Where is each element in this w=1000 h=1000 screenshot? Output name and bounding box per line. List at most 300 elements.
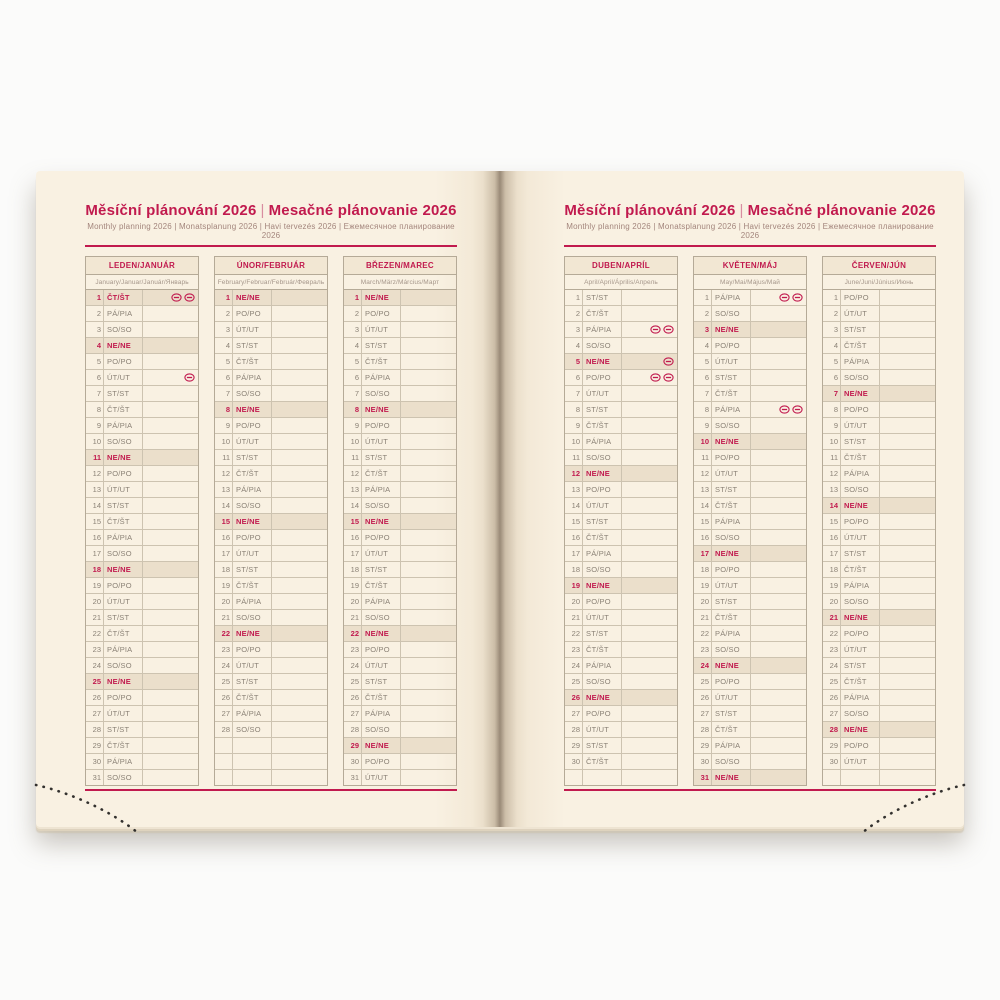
day-abbreviation: ČT/ŠT [583,530,622,545]
day-row [344,546,456,562]
day-abbreviation: ČT/ŠT [712,386,751,401]
day-abbreviation: SO/SO [104,434,143,449]
notes-cell [751,514,806,529]
day-row [694,690,806,706]
day-row [565,674,677,690]
left-page-content [85,202,457,791]
day-abbreviation: PO/PO [233,642,272,657]
day-abbreviation [233,754,272,769]
notes-cell [143,754,198,769]
day-row [694,770,806,785]
day-number: 24 [215,658,233,673]
day-row [86,594,198,610]
notes-cell [272,546,327,561]
day-abbreviation: ÚT/UT [104,482,143,497]
notes-cell [751,594,806,609]
right-page [500,171,964,827]
day-abbreviation: PÁ/PIA [233,594,272,609]
day-row [215,562,327,578]
day-row [565,322,677,338]
day-number: 28 [823,722,841,737]
day-number: 12 [823,466,841,481]
day-row [215,338,327,354]
day-number: 23 [86,642,104,657]
page-subtitle: Monthly planning 2026 | Monatsplanung 2026 | Havi tervezés 2026 | Ежемесячное планирование 2026 [87,222,455,240]
day-number: 26 [823,690,841,705]
day-abbreviation [841,770,880,785]
notes-cell [143,706,198,721]
notes-cell [622,658,677,673]
day-row [86,658,198,674]
day-row [86,722,198,738]
day-number: 13 [565,482,583,497]
day-abbreviation: NE/NE [583,354,622,369]
day-abbreviation: PO/PO [104,354,143,369]
day-row [565,482,677,498]
day-row [694,658,806,674]
day-number: 27 [344,706,362,721]
day-abbreviation: PO/PO [362,418,401,433]
day-number: 1 [823,290,841,305]
day-row [344,498,456,514]
day-row [86,738,198,754]
notes-cell [401,770,456,785]
day-number: 27 [694,706,712,721]
day-abbreviation: PO/PO [841,738,880,753]
day-abbreviation: ÚT/UT [712,690,751,705]
notes-cell [143,690,198,705]
day-row [86,562,198,578]
day-row [565,290,677,306]
day-row [86,386,198,402]
day-abbreviation: SO/SO [104,770,143,785]
day-row [823,546,935,562]
day-abbreviation: PO/PO [712,562,751,577]
notes-cell [880,354,935,369]
day-abbreviation: ČT/ŠT [841,450,880,465]
notes-cell [272,706,327,721]
day-number: 11 [823,450,841,465]
day-number: 12 [344,466,362,481]
day-row [86,306,198,322]
day-row [344,354,456,370]
notes-cell [272,290,327,305]
day-abbreviation: NE/NE [362,514,401,529]
notes-cell [143,610,198,625]
day-row [823,674,935,690]
holiday-icon [792,293,803,302]
day-number: 9 [823,418,841,433]
notes-cell [143,530,198,545]
notes-cell [401,642,456,657]
day-number: 22 [86,626,104,641]
notes-cell [401,386,456,401]
day-abbreviation: PÁ/PIA [712,514,751,529]
day-row [344,322,456,338]
day-number: 10 [215,434,233,449]
day-row [565,738,677,754]
day-abbreviation: PÁ/PIA [712,738,751,753]
day-number: 7 [694,386,712,401]
day-number: 3 [565,322,583,337]
month-translations: April/April/Április/Апрель [565,275,677,290]
day-abbreviation: SO/SO [712,306,751,321]
notes-cell [401,306,456,321]
day-row [694,610,806,626]
notes-cell [751,674,806,689]
notes-cell [622,338,677,353]
notes-cell [272,562,327,577]
day-abbreviation: ČT/ŠT [362,690,401,705]
day-row [565,402,677,418]
day-number: 6 [823,370,841,385]
notes-cell [751,450,806,465]
day-abbreviation: ÚT/UT [841,754,880,769]
day-row [344,578,456,594]
day-row [86,402,198,418]
day-number: 14 [694,498,712,513]
day-row [344,530,456,546]
day-number: 16 [565,530,583,545]
notes-cell [880,418,935,433]
notes-cell [143,466,198,481]
day-abbreviation: NE/NE [712,434,751,449]
day-row [86,418,198,434]
day-row [823,418,935,434]
day-number: 4 [344,338,362,353]
notes-cell [880,770,935,785]
day-number: 5 [86,354,104,369]
day-row [344,690,456,706]
day-number: 15 [215,514,233,529]
day-row [823,610,935,626]
notes-cell [401,562,456,577]
day-number: 28 [86,722,104,737]
notes-cell [401,706,456,721]
day-row [565,530,677,546]
day-abbreviation: SO/SO [104,658,143,673]
notes-cell [880,322,935,337]
day-abbreviation: PÁ/PIA [104,754,143,769]
day-number: 16 [823,530,841,545]
notes-cell [143,402,198,417]
day-number: 25 [215,674,233,689]
notes-cell [143,514,198,529]
month-translations: February/Februar/Február/Февраль [215,275,327,290]
day-number: 19 [823,578,841,593]
day-row [344,658,456,674]
notes-cell [751,610,806,625]
notes-cell [401,434,456,449]
day-row [86,770,198,785]
day-abbreviation: PÁ/PIA [583,434,622,449]
notes-cell [272,722,327,737]
holiday-icon [779,293,790,302]
day-abbreviation: ST/ST [233,450,272,465]
day-row [565,658,677,674]
day-abbreviation: ST/ST [104,386,143,401]
day-number: 24 [565,658,583,673]
notes-cell [751,578,806,593]
empty-row [565,770,677,785]
page-title-sk: Mesačné plánovanie 2026 [268,202,457,219]
notes-cell [143,546,198,561]
day-abbreviation: SO/SO [362,386,401,401]
day-abbreviation: SO/SO [583,338,622,353]
day-number: 15 [344,514,362,529]
day-abbreviation: PO/PO [362,754,401,769]
day-row [86,514,198,530]
day-abbreviation: ČT/ŠT [233,578,272,593]
month-table [564,256,678,786]
month-name: LEDEN/JANUÁR [86,257,198,275]
day-number: 6 [215,370,233,385]
day-row [344,626,456,642]
day-row [694,450,806,466]
day-row [344,370,456,386]
day-row [694,354,806,370]
day-row [694,322,806,338]
day-number: 13 [215,482,233,497]
notes-cell [751,482,806,497]
day-row [694,386,806,402]
notes-cell [751,402,806,417]
notes-cell [622,690,677,705]
day-row [344,514,456,530]
day-number: 8 [823,402,841,417]
day-row [694,514,806,530]
notes-cell [143,578,198,593]
notes-cell [622,322,677,337]
day-number: 5 [344,354,362,369]
day-number: 26 [215,690,233,705]
day-number: 6 [86,370,104,385]
day-row [694,594,806,610]
day-number: 20 [344,594,362,609]
day-abbreviation: NE/NE [583,578,622,593]
day-number: 20 [694,594,712,609]
day-abbreviation: ČT/ŠT [362,578,401,593]
notes-cell [272,402,327,417]
notes-cell [401,450,456,465]
day-abbreviation: ST/ST [841,434,880,449]
holiday-icon [650,325,661,334]
notes-cell [272,626,327,641]
holiday-icon [663,325,674,334]
day-row [823,658,935,674]
day-abbreviation: ST/ST [712,706,751,721]
day-abbreviation: ČT/ŠT [104,626,143,641]
notes-cell [880,434,935,449]
day-abbreviation: ST/ST [362,450,401,465]
day-abbreviation: ÚT/UT [233,658,272,673]
notes-cell [880,610,935,625]
day-row [86,690,198,706]
notes-cell [401,626,456,641]
notes-cell [143,562,198,577]
day-number: 3 [344,322,362,337]
day-number: 14 [823,498,841,513]
day-abbreviation: ST/ST [712,370,751,385]
notes-cell [622,642,677,657]
day-number [215,738,233,753]
notes-cell [143,658,198,673]
day-row [215,674,327,690]
day-row [86,754,198,770]
day-number: 22 [215,626,233,641]
day-abbreviation: PÁ/PIA [841,354,880,369]
notes-cell [272,690,327,705]
day-abbreviation: SO/SO [233,498,272,513]
day-row [565,306,677,322]
notes-cell [880,402,935,417]
day-number: 29 [344,738,362,753]
day-row [344,562,456,578]
bottom-rule [564,789,936,791]
notes-cell [880,594,935,609]
notes-cell [751,658,806,673]
day-abbreviation: NE/NE [712,546,751,561]
day-row [215,450,327,466]
day-number: 9 [565,418,583,433]
day-row [823,306,935,322]
notes-cell [143,482,198,497]
bottom-rule [85,789,457,791]
notes-cell [401,754,456,769]
day-abbreviation: NE/NE [583,690,622,705]
day-number: 21 [565,610,583,625]
notes-cell [622,754,677,769]
day-abbreviation: ČT/ŠT [233,354,272,369]
day-abbreviation: ČT/ŠT [104,290,143,305]
day-row [694,338,806,354]
day-number: 1 [215,290,233,305]
notes-cell [143,674,198,689]
notes-cell [401,338,456,353]
left-page [36,171,500,827]
day-abbreviation: ČT/ŠT [233,466,272,481]
notes-cell [880,306,935,321]
notes-cell [622,546,677,561]
day-row [694,562,806,578]
day-number: 15 [823,514,841,529]
day-abbreviation: PÁ/PIA [712,402,751,417]
day-row [694,642,806,658]
day-number: 20 [823,594,841,609]
day-number: 2 [565,306,583,321]
notes-cell [751,466,806,481]
day-row [215,706,327,722]
day-abbreviation: PO/PO [104,578,143,593]
notes-cell [401,498,456,513]
day-row [823,450,935,466]
notes-cell [751,370,806,385]
day-abbreviation: ÚT/UT [841,306,880,321]
day-abbreviation: NE/NE [362,738,401,753]
day-abbreviation: NE/NE [104,674,143,689]
day-number: 15 [565,514,583,529]
day-number: 9 [215,418,233,433]
day-number: 4 [215,338,233,353]
notes-cell [880,626,935,641]
day-number: 12 [215,466,233,481]
day-abbreviation: PO/PO [841,514,880,529]
notes-cell [622,706,677,721]
day-abbreviation: ÚT/UT [104,706,143,721]
day-abbreviation: SO/SO [712,418,751,433]
day-number: 31 [344,770,362,785]
notes-cell [401,578,456,593]
notes-cell [880,482,935,497]
day-number: 2 [344,306,362,321]
day-number: 24 [823,658,841,673]
notes-cell [880,578,935,593]
day-abbreviation: PO/PO [583,370,622,385]
day-abbreviation: PÁ/PIA [841,690,880,705]
day-number: 10 [823,434,841,449]
day-number: 19 [565,578,583,593]
notes-cell [143,290,198,305]
day-row [86,370,198,386]
day-row [215,402,327,418]
day-row [565,754,677,770]
day-row [215,626,327,642]
notes-cell [401,322,456,337]
day-number: 14 [344,498,362,513]
day-number: 28 [565,722,583,737]
day-row [694,706,806,722]
day-number: 14 [565,498,583,513]
day-abbreviation: ST/ST [104,722,143,737]
notes-cell [272,450,327,465]
day-row [215,386,327,402]
day-number: 28 [694,722,712,737]
day-row [86,338,198,354]
day-row [86,578,198,594]
day-abbreviation: ČT/ŠT [104,738,143,753]
notes-cell [622,498,677,513]
day-number: 4 [823,338,841,353]
day-number: 29 [565,738,583,753]
day-number: 3 [823,322,841,337]
day-abbreviation: SO/SO [362,722,401,737]
day-number: 2 [215,306,233,321]
day-number: 9 [344,418,362,433]
day-row [694,722,806,738]
day-row [344,610,456,626]
day-row [344,706,456,722]
notes-cell [751,434,806,449]
day-abbreviation: PÁ/PIA [104,642,143,657]
day-number: 22 [823,626,841,641]
day-abbreviation: SO/SO [583,562,622,577]
day-number: 16 [215,530,233,545]
title-separator: | [260,202,265,219]
day-number: 10 [565,434,583,449]
page-title-cz: Měsíční plánování 2026 [564,202,736,219]
day-abbreviation: ČT/ŠT [712,722,751,737]
day-abbreviation: NE/NE [233,402,272,417]
day-row [694,290,806,306]
holiday-icon [184,293,195,302]
day-row [565,706,677,722]
notes-cell [143,434,198,449]
day-abbreviation: PO/PO [583,706,622,721]
day-number: 27 [215,706,233,721]
day-number: 30 [565,754,583,769]
day-number: 31 [86,770,104,785]
page-title [564,202,936,219]
